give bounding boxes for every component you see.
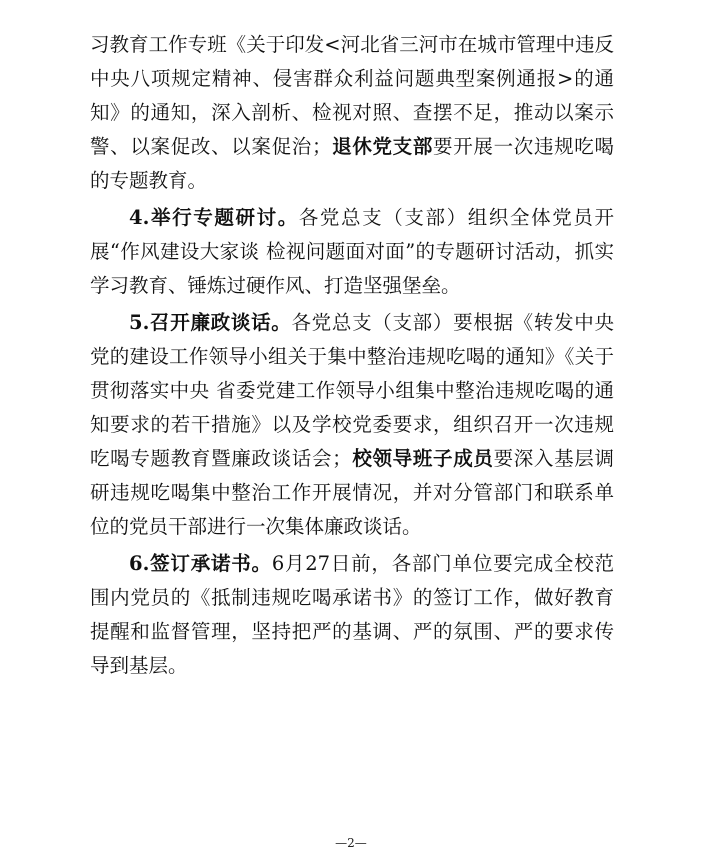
item-heading-4: 4.举行专题研讨。 [129, 206, 299, 229]
paragraph-item-6 [90, 547, 614, 683]
paragraph-text: 要深入基层调研违规吃喝集中整治工作开展情况，并对分管部门和联系单位的党员干部进行一次集体廉政谈话。 [90, 447, 614, 538]
document-body [90, 28, 614, 683]
item-heading-6: 6.签订承诺书。 [129, 552, 272, 575]
item-heading-5: 5.召开廉政谈话。 [129, 311, 292, 334]
paragraph-item-5 [90, 306, 614, 544]
page-number: —2— [335, 836, 367, 850]
bold-term-school-leaders: 校领导班子成员 [351, 447, 494, 470]
paragraph-text: 各党总支（支部）组织全体党员开展“作风建设大家谈 检视问题面对面”的专题研讨活动，抓实学习教育、锤炼过硬作风、打造坚强堡垒。 [90, 206, 614, 297]
paragraph-text: 各党总支（支部）要根据《转发中央党的建设工作领导小组关于集中整治违规吃喝的通知》《关于贯彻落实中央 省委党建工作领导小组集中整治违规吃喝的通知要求的若干措施》以及学校党委要求，组织召开一次违规吃喝专题教育暨廉政谈话会； [90, 311, 614, 470]
paragraph-text: 要开展一次违规吃喝的专题教育。 [90, 135, 614, 192]
paragraph-continuation [90, 28, 614, 198]
paragraph-text: 习教育工作专班《关于印发<河北省三河市在城市管理中违反中央八项规定精神、侵害群众利益问题典型案例通报>的通知》的通知，深入剖析、检视对照、查摆不足，推动以案示警、以案促改、以案促治； [90, 33, 614, 158]
paragraph-item-4 [90, 201, 614, 303]
paragraph-text: 6月27日前，各部门单位要完成全校范围内党员的《抵制违规吃喝承诺书》的签订工作，做好教育提醒和监督管理，坚持把严的基调、严的氛围、严的要求传导到基层。 [90, 552, 614, 677]
bold-term-retired-branch: 退休党支部 [331, 135, 434, 158]
